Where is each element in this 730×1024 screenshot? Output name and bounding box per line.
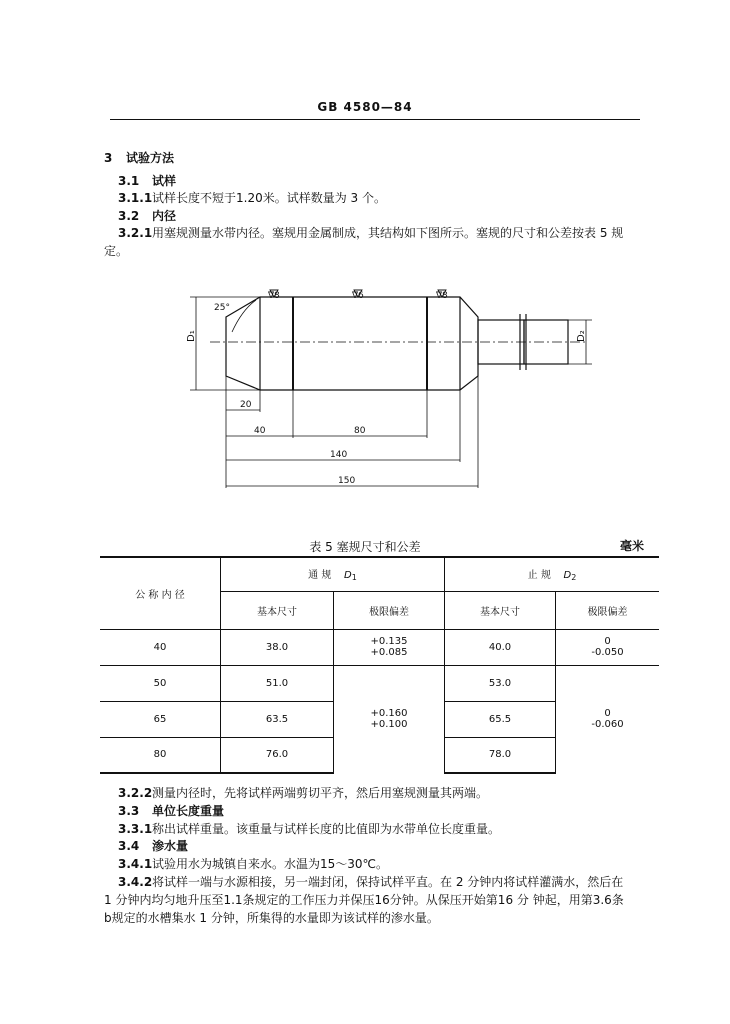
section-title: 渗水量 xyxy=(152,839,189,853)
section-text: 将试样一端与水源相接，另一端封闭，保持试样平直。在 2 分钟内将试样灌满水，然后在 xyxy=(152,875,624,889)
section-title: 试样 xyxy=(152,174,177,188)
section-text: 试验用水为城镇自来水。水温为15～30℃。 xyxy=(152,857,389,871)
nogo-subscript: 2 xyxy=(571,573,577,583)
dim-40: 40 xyxy=(254,426,266,436)
cell-go-basic: 63.5 xyxy=(221,701,334,737)
header-go-basic: 基本尺寸 xyxy=(221,591,334,629)
table-unit: 毫米 xyxy=(620,539,645,553)
d1-label: D₁ xyxy=(186,330,197,342)
cell-nominal: 80 xyxy=(100,737,221,773)
tol-lower: -0.060 xyxy=(591,719,624,731)
tol-lower: +0.100 xyxy=(370,719,408,731)
section-3-4-2-line2: 1 分钟内均匀地升压至1.1条规定的工作压力并保压16分钟。从保压开始第16 分 钟起，用第3.6条 xyxy=(104,893,624,907)
section-number: 3.3.1 xyxy=(118,822,153,836)
cell-nominal: 65 xyxy=(100,701,221,737)
section-3 xyxy=(104,151,174,165)
dim-80: 80 xyxy=(354,426,366,436)
section-3-4-1 xyxy=(118,857,388,871)
cell-nogo-basic: 65.5 xyxy=(445,701,556,737)
dim-20: 20 xyxy=(240,400,252,410)
header-go-tol: 极限偏差 xyxy=(334,591,445,629)
roughness-label: ∇8 xyxy=(436,291,448,301)
tol-upper: +0.135 xyxy=(370,636,408,647)
section-number: 3.3 xyxy=(118,804,140,818)
header-nogo xyxy=(445,557,660,591)
cell-nominal: 40 xyxy=(100,629,221,665)
tol-lower: -0.050 xyxy=(591,647,624,658)
cell-nogo-basic: 78.0 xyxy=(445,737,556,773)
section-title: 试验方法 xyxy=(126,151,175,165)
section-3-1 xyxy=(118,174,176,188)
header-nogo-basic: 基本尺寸 xyxy=(445,591,556,629)
cell-nogo-basic: 53.0 xyxy=(445,665,556,701)
header-rule xyxy=(110,119,640,120)
cell-go-basic: 51.0 xyxy=(221,665,334,701)
cell-go-tol-merged xyxy=(334,665,445,773)
cell-nogo-basic: 40.0 xyxy=(445,629,556,665)
section-text: 测量内径时，先将试样两端剪切平齐，然后用塞规测量其两端。 xyxy=(152,786,489,800)
cell-nogo-tol-merged xyxy=(556,665,660,773)
cell-go-tol xyxy=(334,629,445,665)
go-label: 通 规 xyxy=(308,570,332,582)
section-text: 试样长度不短于1.20米。试样数量为 3 个。 xyxy=(152,191,386,205)
tol-upper: 0 xyxy=(604,708,611,720)
section-3-1-1 xyxy=(118,191,386,205)
go-subscript: 1 xyxy=(351,573,357,583)
section-number: 3.1.1 xyxy=(118,191,153,205)
section-text: 称出试样重量。该重量与试样长度的比值即为水带单位长度重量。 xyxy=(152,822,501,836)
table-caption: 表 5 塞规尺寸和公差 xyxy=(309,540,421,554)
nogo-label: 止 规 xyxy=(527,570,551,582)
section-number: 3.1 xyxy=(118,174,140,188)
section-3-4-2 xyxy=(118,875,623,889)
tol-upper: 0 xyxy=(604,636,611,647)
section-number: 3.2.2 xyxy=(118,786,153,800)
section-3-3-1 xyxy=(118,822,500,836)
header-nogo-tol: 极限偏差 xyxy=(556,591,660,629)
nogo-symbol: D xyxy=(563,570,572,582)
section-3-4-2-line3: b规定的水槽集水 1 分钟，所集得的水量即为该试样的渗水量。 xyxy=(104,911,439,925)
d2-label: D₂ xyxy=(576,330,587,342)
section-3-2 xyxy=(118,209,176,223)
section-number: 3.4.1 xyxy=(118,857,153,871)
cell-nogo-tol xyxy=(556,629,660,665)
section-number: 3.2.1 xyxy=(118,226,153,240)
dim-150: 150 xyxy=(338,476,356,486)
section-3-4 xyxy=(118,839,188,853)
section-title: 单位长度重量 xyxy=(152,804,225,818)
tol-upper: +0.160 xyxy=(370,708,408,720)
cell-go-basic: 38.0 xyxy=(221,629,334,665)
section-number: 3.4 xyxy=(118,839,140,853)
section-number: 3 xyxy=(104,151,113,165)
header-nominal: 公 称 内 径 xyxy=(100,557,221,629)
gauge-spec-table xyxy=(100,556,659,774)
page-header: GB 4580—84 xyxy=(317,100,413,114)
cell-nominal: 50 xyxy=(100,665,221,701)
section-3-2-1 xyxy=(118,226,623,240)
header-go xyxy=(221,557,445,591)
roughness-label: ∇8 xyxy=(268,291,280,301)
table-row xyxy=(100,665,659,701)
section-3-2-2 xyxy=(118,786,488,800)
section-text: 用塞规测量水带内径。塞规用金属制成，其结构如下图所示。塞规的尺寸和公差按表 5 规 xyxy=(152,226,624,240)
section-number: 3.4.2 xyxy=(118,875,153,889)
tol-lower: +0.085 xyxy=(370,647,408,658)
dim-140: 140 xyxy=(330,450,348,460)
roughness-label: ∇6 xyxy=(352,291,364,301)
section-3-3 xyxy=(118,804,224,818)
angle-arc xyxy=(232,300,256,332)
section-3-2-1-cont: 定。 xyxy=(104,244,129,258)
section-number: 3.2 xyxy=(118,209,140,223)
gauge-outline xyxy=(226,297,478,390)
table-row xyxy=(100,629,659,665)
plug-gauge-drawing xyxy=(170,280,610,500)
section-title: 内径 xyxy=(152,209,177,223)
go-symbol: D xyxy=(344,570,352,582)
angle-label: 25° xyxy=(214,303,230,313)
cell-go-basic: 76.0 xyxy=(221,737,334,773)
